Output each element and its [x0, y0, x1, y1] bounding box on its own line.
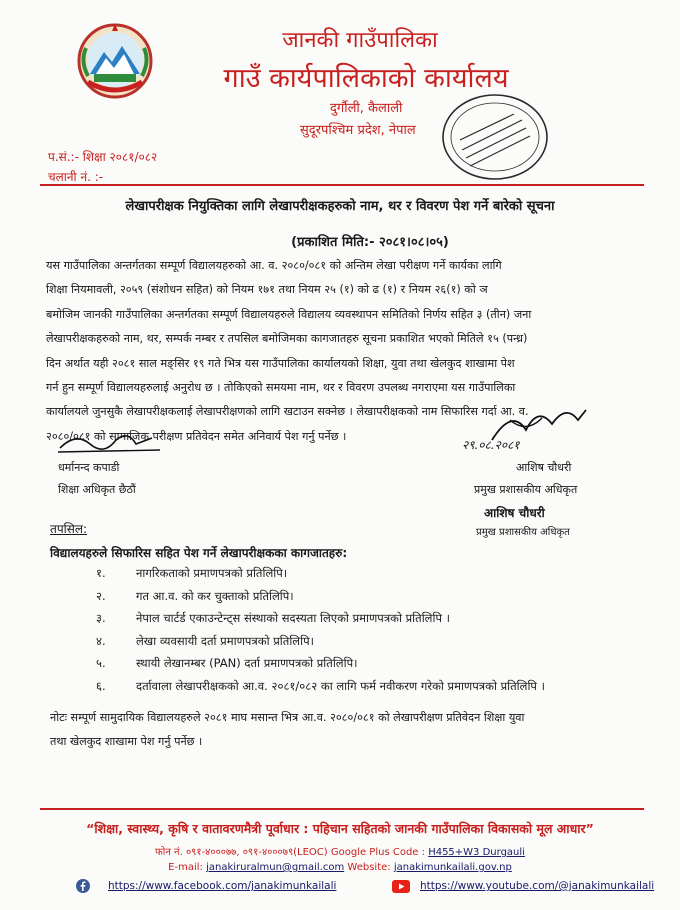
list-item [96, 630, 545, 653]
footer-rule [40, 808, 644, 810]
list-text: नागरिकताको प्रमाणपत्रको प्रतिलिपि। [136, 566, 288, 580]
phone-text: फोन नं. ०९१-४०००७७, ०९१-४०००७९(LEOC) Google Plus Code : [155, 847, 425, 858]
list-item [96, 652, 545, 675]
list-number: ५. [96, 656, 106, 670]
footer-web [0, 862, 680, 873]
address-line-1: दुर्गौली, कैलाली [330, 101, 403, 116]
name-stamp: आशिष चौधरी [484, 506, 545, 520]
documents-list [96, 562, 545, 697]
left-signatory-title: शिक्षा अधिकृत छैठौं [58, 483, 136, 496]
address-line-2: सुदूरपश्चिम प्रदेश, नेपाल [300, 123, 416, 138]
body-line: कार्यालयले जुनसुकै लेखापरीक्षकलाई लेखापरीक्षणको लागि खटाउन सक्नेछ । लेखापरीक्षकको नाम सिफारिस गर्दा आ. व. [46, 405, 529, 419]
list-text: गत आ.व. को कर चुक्ताको प्रतिलिपि। [136, 588, 294, 603]
reference-number: प.सं.:- शिक्षा २०८१/०८२ [48, 150, 158, 164]
email-link[interactable]: janakiruralmun@gmail.com [206, 862, 345, 873]
list-item [96, 675, 545, 698]
body-line: लेखापरीक्षकहरुको नाम, थर, सम्पर्क नम्बर र तपसिल बमोजिमका कागजातहरु सूचना प्रकाशित भएको मितिले १५ (पन्ध्र) [46, 332, 528, 346]
tapasil-label: तपसिल: [50, 522, 88, 536]
list-text: नेपाल चार्टर्ड एकाउन्टेन्ट्स संस्थाको सदस्यता लिएको प्रमाणपत्रको प्रतिलिपि । [136, 611, 451, 625]
footer-contact [0, 844, 680, 858]
right-signatory-name: आशिष चौधरी [516, 461, 572, 474]
documents-heading: विद्यालयहरुले सिफारिस सहित पेश गर्ने लेखापरीक्षकका कागजातहरु: [50, 546, 348, 560]
office-seal [440, 92, 550, 182]
list-text: स्थायी लेखानम्बर (PAN) दर्ता प्रमाणपत्रको प्रतिलिपि। [136, 656, 358, 670]
handwritten-date: २९.०८.२०८१ [462, 438, 520, 452]
plus-code-link[interactable]: H455+W3 Durgauli [428, 847, 525, 858]
body-line: गर्न हुन सम्पूर्ण विद्यालयहरुलाई अनुरोध छ । तोकिएको समयमा नाम, थर र विवरण उपलब्ध नगराएमा यस गाउँपालिका [46, 381, 516, 395]
title-stamp: प्रमुख प्रशासकीय अधिकृत [476, 527, 570, 538]
list-number: ३. [96, 611, 106, 625]
list-text: लेखा व्यवसायी दर्ता प्रमाणपत्रको प्रतिलिपि। [136, 633, 314, 648]
body-line: यस गाउँपालिका अन्तर्गतका सम्पूर्ण विद्यालयहरुको आ. व. २०८०/०८१ को अन्तिम लेखा परीक्षण गर्ने कार्यका लागि [46, 259, 502, 272]
note-line: तथा खेलकुद शाखामा पेश गर्नु पर्नेछ । [50, 735, 203, 748]
body-line: बमोजिम जानकी गाउँपालिका अन्तर्गतका सम्पूर्ण विद्यालयहरुले विद्यालय व्यवस्थापन समितिको निर्णय सहित ३ (तीन) जना [46, 307, 532, 321]
list-number: ६. [96, 678, 106, 693]
facebook-link[interactable]: https://www.facebook.com/janakimunkailali [108, 880, 337, 892]
left-signatory-name: धर्मानन्द कपाडी [58, 461, 120, 474]
youtube-link[interactable]: https://www.youtube.com/@janakimunkailali [420, 880, 655, 892]
note-line: नोटः सम्पूर्ण सामुदायिक विद्यालयहरुले २०८१ माघ मसान्त भित्र आ.व. २०८०/०८१ को लेखापरीक्षण प्रतिवेदन शिक्षा युवा [50, 711, 525, 724]
published-date: (प्रकाशित मिति:- २०८१।०८।०५) [291, 235, 449, 250]
office-name: गाउँ कार्यपालिकाको कार्यालय [223, 63, 509, 94]
list-item [96, 607, 545, 630]
youtube-icon[interactable] [392, 878, 410, 891]
right-signatory-title: प्रमुख प्रशासकीय अधिकृत [474, 483, 578, 496]
list-item [96, 562, 545, 585]
body-line: दिन अर्थात यही २०८१ साल मङ्सिर १९ गते भित्र यस गाउँपालिका कार्यालयको शिक्षा, युवा तथा खेलकुद शाखामा पेश [46, 356, 515, 370]
list-number: २. [96, 588, 106, 603]
website-link[interactable]: janakimunkailali.gov.np [393, 862, 512, 873]
header-rule [40, 184, 644, 186]
website-label: Website: [347, 862, 391, 873]
list-number: १. [96, 566, 106, 580]
facebook-icon[interactable] [76, 878, 90, 892]
left-signature [56, 426, 166, 456]
list-item [96, 585, 545, 608]
email-label: E-mail: [168, 862, 203, 873]
list-number: ४. [96, 633, 106, 648]
body-line: २०८०/०८१ को सामाजिक परीक्षण प्रतिवेदन समेत अनिवार्य पेश गर्नु पर्नेछ । [46, 429, 347, 443]
footer-slogan: “शिक्षा, स्वास्थ्य, कृषि र वातावरणमैत्री पूर्वाधार : पहिचान सहितको जानकी गाउँपालिका विकासको मूल आधार” [86, 821, 594, 836]
dispatch-number: चलानी नं. :- [48, 170, 104, 184]
notice-subject: लेखापरीक्षक नियुक्तिका लागि लेखापरीक्षकहरुको नाम, थर र विवरण पेश गर्ने बारेको सूचना [125, 199, 555, 214]
list-text: दर्तावाला लेखापरीक्षकको आ.व. २०८१/०८२ का लागि फर्म नवीकरण गरेको प्रमाणपत्रको प्रतिलिपि । [136, 678, 545, 693]
municipality-name: जानकी गाउँपालिका [282, 28, 438, 53]
body-line: शिक्षा नियमावली, २०५९ (संशोधन सहित) को नियम १७१ तथा नियम २५ (१) को ढ (१) र नियम २६(१) को ञ [46, 283, 488, 297]
note [50, 706, 630, 754]
